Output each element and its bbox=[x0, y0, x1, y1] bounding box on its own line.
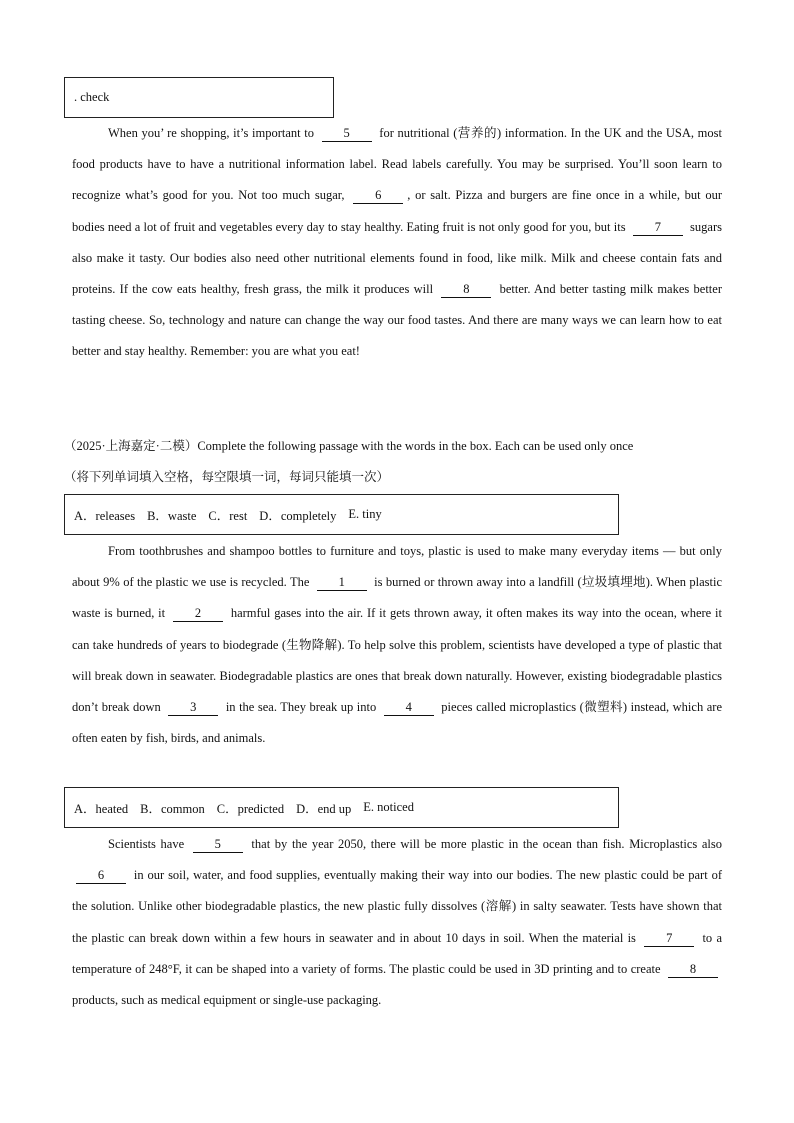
passage-text: Scientists have bbox=[108, 837, 189, 851]
passage-text: in the sea. They break up into bbox=[222, 700, 380, 715]
passage-1 bbox=[72, 118, 722, 368]
answer-blank[interactable]: 5 bbox=[322, 126, 372, 142]
answer-box-1-text: . check bbox=[74, 90, 110, 104]
exercise-heading bbox=[64, 431, 744, 493]
word-option: B．common bbox=[140, 801, 205, 816]
answer-blank[interactable]: 7 bbox=[633, 220, 683, 236]
word-option: B．waste bbox=[147, 508, 197, 523]
word-option: E. noticed bbox=[363, 800, 414, 814]
passage-text: to a temperature of 248°F, it can be shaped into a variety of forms. The plastic could be used in 3D printing and to create bbox=[72, 930, 722, 976]
passage-text: that by the year 2050, there will be more plastic in the ocean than fish. Microplastics also bbox=[246, 837, 723, 851]
answer-blank[interactable]: 6 bbox=[76, 868, 126, 884]
passage-text: products, such as medical equipment or single-use packaging. bbox=[72, 993, 382, 1008]
passage-text: pieces called microplastics (微塑料) instead, which are often eaten by fish, birds, and animals. bbox=[72, 700, 722, 746]
word-option: D．end up bbox=[296, 801, 352, 816]
answer-blank[interactable]: 8 bbox=[668, 962, 718, 978]
word-box-1 bbox=[64, 494, 619, 535]
passage-text: From toothbrushes and shampoo bottles to furniture and toys, plastic is used to make many everyday items — but only about 9% of the plastic we use is recycled. The bbox=[72, 544, 722, 590]
word-option: A．releases bbox=[74, 508, 136, 523]
passage-text: harmful gases into the air. If it gets thrown away, it often makes its way into the ocean, where it can take hundreds of years to biodegrade (生物降解). To help solve this problem, scientists have developed a type of plastic that will break down in seawater. Biodegradable plastics are ones that break down naturally. However, existing biodegradable plastics don’t break down bbox=[72, 606, 722, 715]
passage-text: When you’ re shopping, it’s important to bbox=[108, 126, 318, 140]
answer-blank[interactable]: 5 bbox=[193, 837, 243, 853]
passage-text: , or salt. Pizza and burgers are fine once in a while, but our bodies need a lot of fruit and vegetables every day to stay healthy. Eating fruit is not only good for you, but its bbox=[72, 188, 722, 234]
passage-2 bbox=[72, 536, 722, 754]
answer-blank[interactable]: 1 bbox=[317, 575, 367, 591]
passage-3 bbox=[72, 829, 722, 1016]
passage-text: better. And better tasting milk makes better tasting cheese. So, technology and nature can change the way our food tastes. And there are many ways we can learn how to eat better and stay healthy. Remember: you are what you eat! bbox=[72, 282, 722, 359]
passage-text: in our soil, water, and food supplies, eventually making their way into our bodies. The new plastic could be part of the solution. Unlike other biodegradable plastics, the new plastic fully dissolves (溶解) in salty seawater. Tests have shown that the plastic can break down within a few hours in seawater and in about 10 days in soil. When the material is bbox=[72, 868, 722, 945]
answer-blank[interactable]: 8 bbox=[441, 282, 491, 298]
word-option: E. tiny bbox=[348, 507, 382, 521]
answer-box-1 bbox=[64, 77, 334, 118]
passage-text: for nutritional (营养的) information. In the UK and the USA, most food products have to have a nutritional information label. Read labels carefully. You may be surprised. You’ll soon learn to recognize what’s good for you. Not too much sugar, bbox=[72, 126, 722, 203]
answer-blank[interactable]: 3 bbox=[168, 700, 218, 716]
answer-blank[interactable]: 2 bbox=[173, 606, 223, 622]
word-option: A．heated bbox=[74, 801, 129, 816]
word-box-2 bbox=[64, 787, 619, 828]
passage-text: sugars also make it tasty. Our bodies also need other nutritional elements found in food, like milk. Milk and cheese contain fats and proteins. If the cow eats healthy, fresh grass, the milk it produces will bbox=[72, 219, 722, 297]
passage-text: is burned or thrown away into a landfill (垃圾填埋地). When plastic waste is burned, it bbox=[72, 575, 723, 621]
answer-blank[interactable]: 7 bbox=[644, 931, 694, 947]
word-option: C．rest bbox=[208, 508, 248, 523]
exercise-instruction-cn: （将下列单词填入空格，每空限填一词，每词只能填一次） bbox=[64, 470, 390, 484]
word-option: D．completely bbox=[259, 508, 337, 523]
word-option: C．predicted bbox=[216, 801, 285, 816]
exercise-instruction: （2025·上海嘉定·二模）Complete the following passage with the words in the box. Each can be used only once bbox=[64, 439, 634, 453]
answer-blank[interactable]: 4 bbox=[384, 700, 434, 716]
answer-blank[interactable]: 6 bbox=[353, 188, 403, 204]
